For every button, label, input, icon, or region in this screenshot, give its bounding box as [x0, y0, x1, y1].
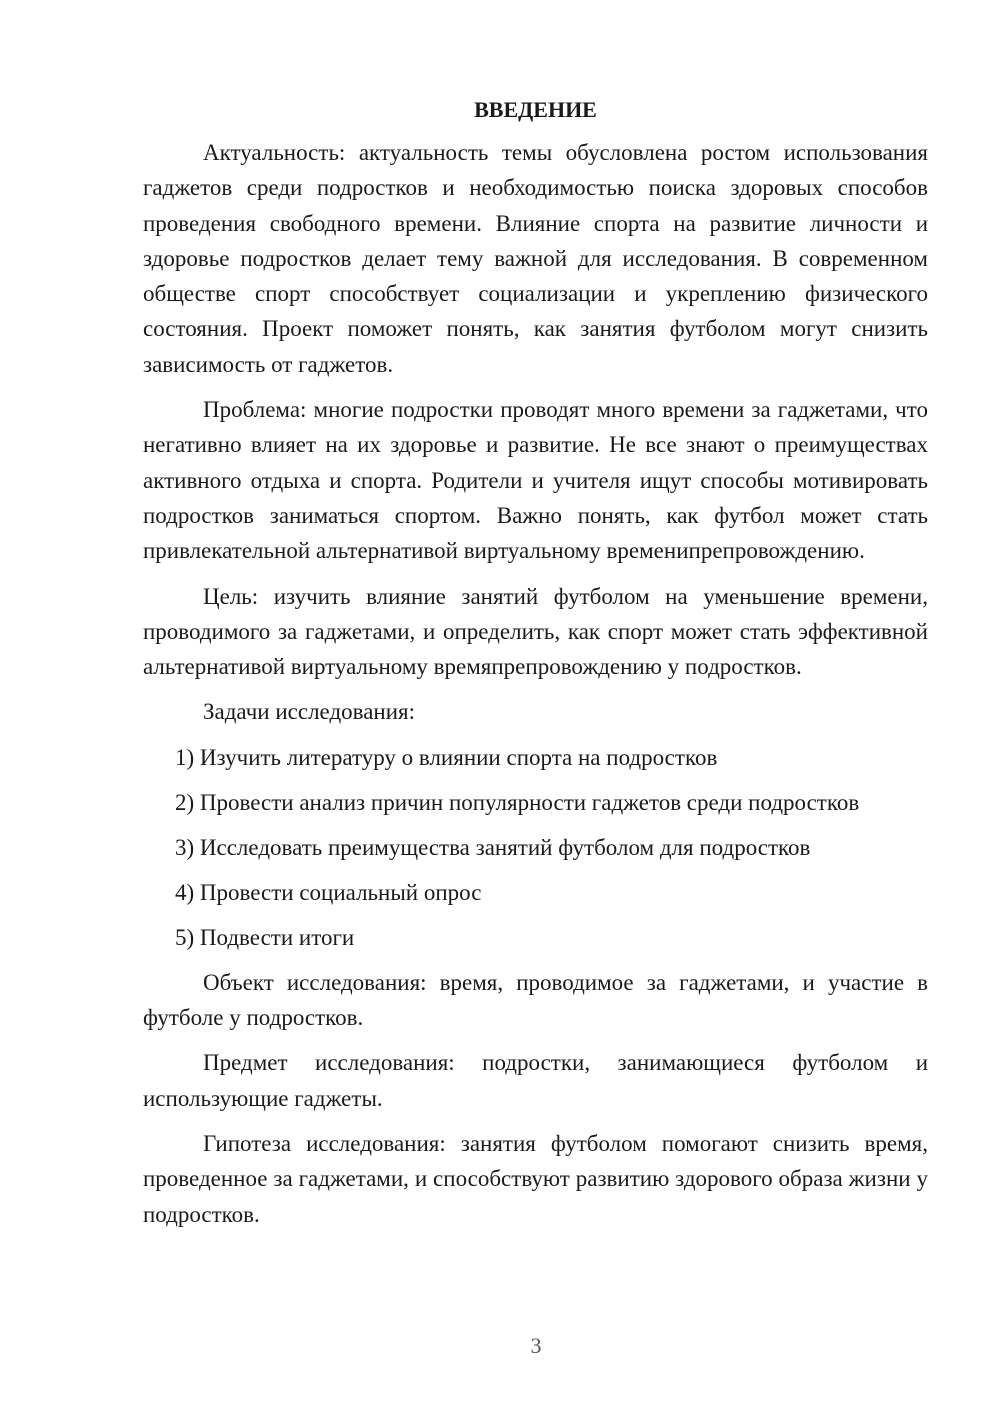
- hypothesis-paragraph: Гипотеза исследования: занятия футболом помогают снизить время, проведенное за гаджетами, и способствуют развитию здорового образа жизни у подростков.: [143, 1130, 928, 1227]
- task-item: 3) Исследовать преимущества занятий футболом для подростков: [175, 834, 811, 860]
- task-item: 1) Изучить литературу о влиянии спорта на подростков: [175, 744, 718, 770]
- object-paragraph: Объект исследования: время, проводимое за гаджетами, и участие в футболе у подростков.: [143, 969, 928, 1031]
- relevance-paragraph: Актуальность: актуальность темы обусловлена ростом использования гаджетов среди подростков и необходимостью поиска здоровых способов проведения свободного времени. Влияние спорта на развитие личности и здоровье подростков делает тему важной для исследования. В современном обществе спорт способствует социализации и укреплению физического состояния. Проект поможет понять, как занятия футболом могут снизить зависимость от гаджетов.: [143, 140, 928, 377]
- tasks-heading: Задачи исследования:: [203, 699, 416, 725]
- task-item: 5) Подвести итоги: [175, 924, 355, 950]
- problem-paragraph: Проблема: многие подростки проводят много времени за гаджетами, что негативно влияет на их здоровье и развитие. Не все знают о преимуществах активного отдыха и спорта. Родители и учителя ищут способы мотивировать подростков заниматься спортом. Важно понять, как футбол может стать привлекательной альтернативой виртуальному временипрепровождению.: [143, 397, 928, 564]
- goal-paragraph: Цель: изучить влияние занятий футболом на уменьшение времени, проводимого за гаджетами, и определить, как спорт может стать эффективной альтернативой виртуальному времяпрепровождению у подростков.: [143, 583, 928, 680]
- document-page: [143, 92, 928, 1242]
- tasks-list: [143, 740, 928, 955]
- task-item: 4) Провести социальный опрос: [175, 879, 482, 905]
- task-item: 2) Провести анализ причин популярности гаджетов среди подростков: [175, 789, 860, 815]
- section-title: ВВЕДЕНИЕ: [474, 97, 597, 122]
- subject-paragraph: Предмет исследования: подростки, занимающиеся футболом и использующие гаджеты.: [143, 1050, 928, 1111]
- page-number: 3: [530, 1333, 542, 1358]
